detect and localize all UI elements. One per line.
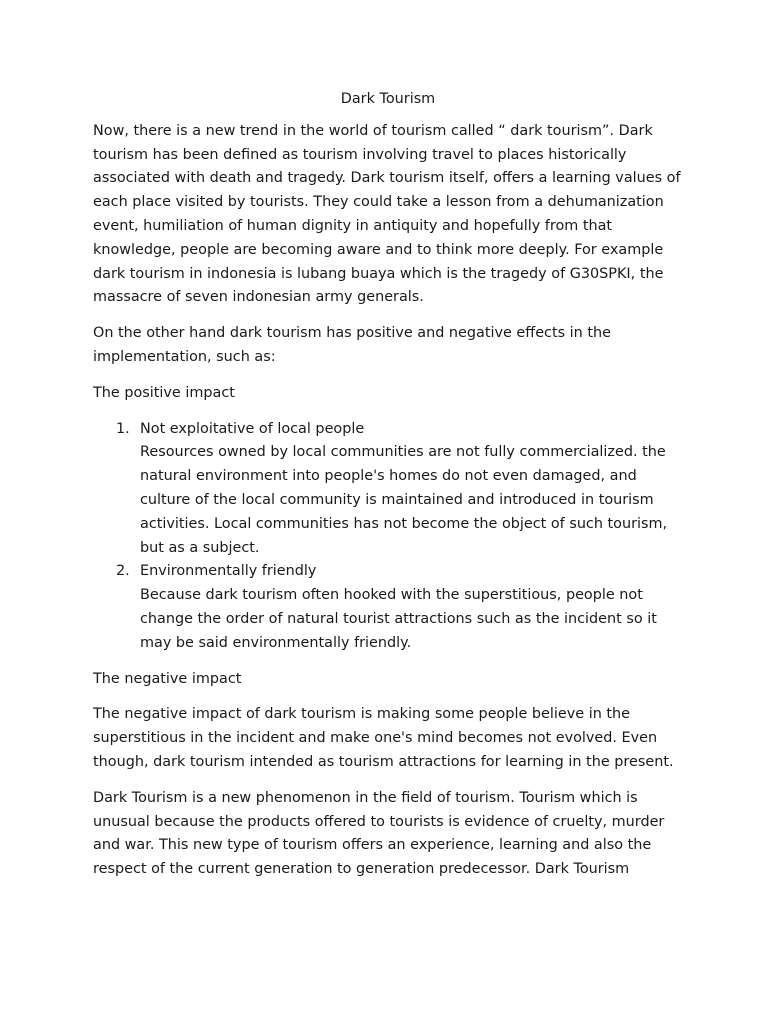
intro-paragraph: Now, there is a new trend in the world of tourism called “ dark tourism”. Dark tourism has been defined as tourism involving travel to places historically associated with death and tragedy. Dark tourism itself, offers a learning values of each place visited by tourists. They could take a lesson from a dehumanization event, humiliation of human dignity in antiquity and hopefully from that knowledge, people are becoming aware and to think more deeply. For example dark tourism in indonesia is lubang buaya which is the tragedy of G30SPKI, the massacre of seven indonesian army generals. — [93, 122, 681, 306]
effects-intro-paragraph: On the other hand dark tourism has positive and negative effects in the implementation, such as: — [93, 325, 611, 365]
list-item-number: 1. — [116, 420, 130, 437]
list-item — [93, 418, 683, 561]
document-title: Dark Tourism — [340, 91, 436, 107]
list-item-title: Not exploitative of local people — [140, 420, 365, 437]
negative-impact-heading: The negative impact — [93, 670, 242, 687]
document-page — [93, 88, 683, 894]
list-item-number: 2. — [116, 563, 130, 580]
positive-impact-heading: The positive impact — [93, 384, 235, 401]
list-item — [93, 560, 683, 655]
positive-impact-list — [93, 418, 683, 656]
negative-impact-paragraph: The negative impact of dark tourism is making some people believe in the superstitious in the incident and make one's mind becomes not evolved. Even though, dark tourism intended as tourism attractions for learning in the present. — [93, 706, 674, 770]
list-item-body: Resources owned by local communities are not fully commercialized. the natural environment into people's homes do not even damaged, and culture of the local community is maintained and introduced in tourism activities. Local communities has not become the object of such tourism, but as a subject. — [140, 444, 668, 556]
list-item-title: Environmentally friendly — [140, 563, 317, 580]
closing-paragraph: Dark Tourism is a new phenomenon in the field of tourism. Tourism which is unusual because the products offered to tourists is evidence of cruelty, murder and war. This new type of tourism offers an experience, learning and also the respect of the current generation to generation predecessor. Dark Tourism — [93, 789, 665, 878]
list-item-body: Because dark tourism often hooked with the superstitious, people not change the order of natural tourist attractions such as the incident so it may be said environmentally friendly. — [140, 587, 657, 651]
